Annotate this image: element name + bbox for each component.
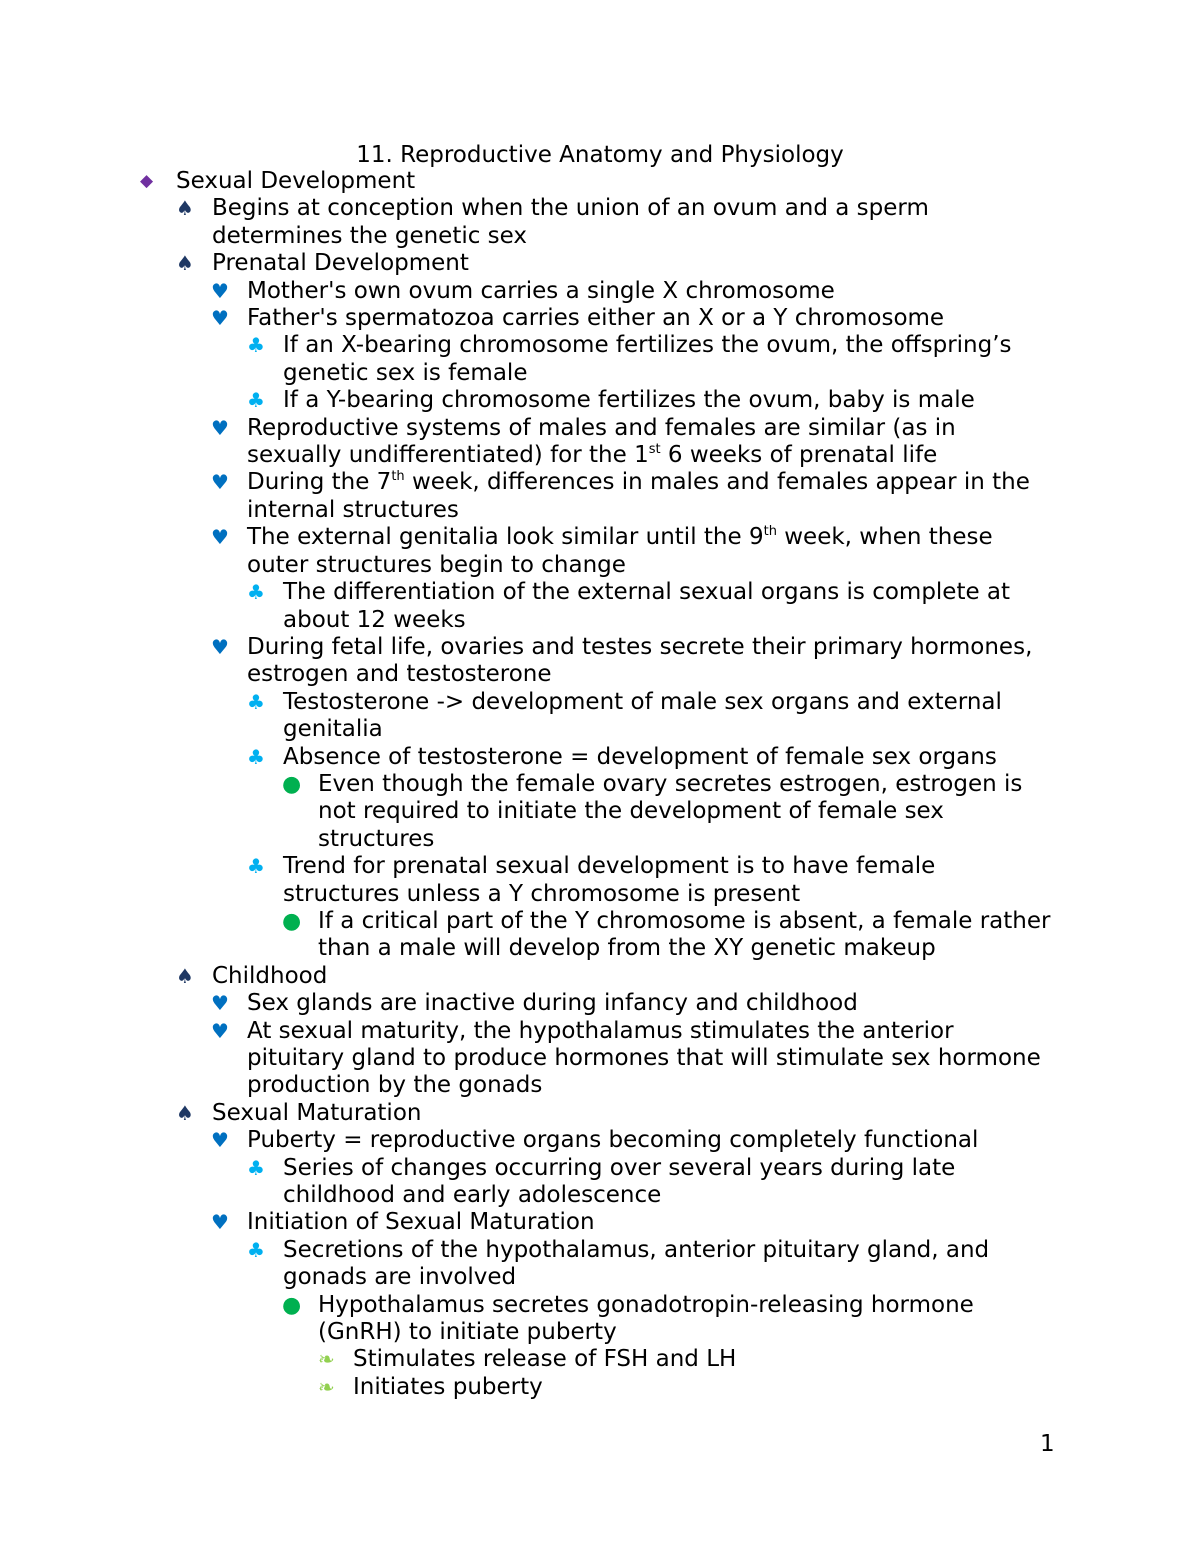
club-bullet-icon: ♣: [247, 744, 265, 769]
outline-item-label: If a Y-bearing chromosome fertilizes the ovum, baby is male: [283, 387, 975, 414]
outline-item-label: The differentiation of the external sexual organs is complete at about 12 weeks: [283, 579, 1011, 633]
outline-item-text: [318, 908, 1058, 963]
ordinal-superscript: st: [648, 442, 661, 458]
outline-item-label: Even though the female ovary secretes estrogen, estrogen is not required to initiate the development of female sex structures: [318, 770, 1023, 852]
heart-bullet-icon: ♥: [211, 1210, 229, 1235]
outline-item: [0, 195, 1057, 250]
outline-item-text: [212, 250, 1057, 277]
outline-item-label: The external genitalia look similar until the 9: [247, 524, 764, 551]
outline-item-label: During fetal life, ovaries and testes secrete their primary hormones, estrogen and testosterone: [247, 633, 1033, 688]
outline-item-text: [247, 634, 1057, 689]
outline-item-text: [283, 579, 1058, 634]
outline-item-label: Testosterone -> development of male sex organs and external genitalia: [283, 688, 1002, 743]
outline-item-text: [283, 1237, 1058, 1292]
outline-item-text: [283, 1155, 1058, 1210]
outline-item-label-continued: 6 weeks of prenatal life: [660, 442, 938, 469]
outline-item-label: Stimulates release of FSH and LH: [353, 1346, 737, 1373]
page-title: 11. Reproductive Anatomy and Physiology: [356, 142, 844, 168]
outline-item-label: If an X-bearing chromosome fertilizes the ovum, the offspring’s genetic sex is female: [283, 332, 1012, 386]
outline-item: [0, 168, 1056, 195]
outline-item: [0, 908, 1058, 963]
outline-item-text: [318, 771, 1058, 853]
outline-item-label: Secretions of the hypothalamus, anterior pituitary gland, and gonads are involved: [283, 1236, 990, 1291]
outline-item: [0, 853, 1058, 908]
club-bullet-icon: ♣: [247, 333, 265, 358]
outline-item: [0, 1127, 1057, 1154]
outline-item-label: Mother's own ovum carries a single X chromosome: [247, 277, 835, 304]
outline-item: [0, 689, 1058, 744]
outline-item-label: Puberty = reproductive organs becoming completely functional: [247, 1127, 979, 1154]
outline-item-text: [247, 524, 1057, 579]
outline-item: [0, 278, 1057, 305]
heart-bullet-icon: ♥: [211, 991, 229, 1016]
ordinal-superscript: th: [391, 469, 405, 485]
outline-item-text: [283, 689, 1058, 744]
outline-item-label: If a critical part of the Y chromosome is absent, a female rather than a male will develop from the XY genetic makeup: [318, 907, 1051, 962]
outline-item-text: [247, 1209, 1057, 1236]
outline-item-text: [283, 332, 1058, 387]
heart-bullet-icon: ♥: [211, 525, 229, 550]
outline-item-text: [212, 1100, 1057, 1127]
outline-item-text: [212, 195, 1057, 250]
club-bullet-icon: ♣: [247, 580, 265, 605]
outline-item-text: [247, 278, 1057, 305]
outline-item-label: Father's spermatozoa carries either an X or a Y chromosome: [247, 305, 945, 332]
outline-item-label: Childhood: [212, 962, 328, 989]
outline-item-label: Sexual Development: [176, 168, 416, 194]
outline-item-text: [283, 744, 1058, 771]
club-bullet-icon: ♣: [247, 1237, 265, 1262]
outline-item: [0, 415, 1057, 470]
dot-bullet-icon: ●: [282, 1292, 302, 1318]
spade-bullet-icon: ♠: [176, 1100, 194, 1125]
club-bullet-icon: ♣: [247, 854, 265, 879]
outline-item-label: Sex glands are inactive during infancy and childhood: [247, 990, 858, 1017]
heart-bullet-icon: ♥: [211, 278, 229, 303]
outline-item-text: [247, 415, 1057, 470]
outline-item-label: At sexual maturity, the hypothalamus stimulates the anterior pituitary gland to produce hormones that will stimulate sex hormone production by the gonads: [247, 1017, 1041, 1099]
outline-item: [0, 1237, 1058, 1292]
heart-bullet-icon: ♥: [211, 634, 229, 659]
outline-item-label: Series of changes occurring over several years during late childhood and early adolescence: [283, 1154, 956, 1209]
outline-item-label: Hypothalamus secretes gonadotropin-releasing hormone (GnRH) to initiate puberty: [318, 1291, 974, 1346]
outline-item: [0, 963, 1057, 990]
outline-list: [0, 168, 1200, 1401]
spade-bullet-icon: ♠: [176, 196, 194, 221]
outline-item-label: Initiation of Sexual Maturation: [247, 1209, 595, 1236]
leaf-bullet-icon: ❧: [318, 1347, 335, 1372]
outline-item-text: [247, 469, 1057, 524]
heart-bullet-icon: ♥: [211, 1128, 229, 1153]
outline-item: [0, 305, 1057, 332]
outline-item-label-continued: week, differences in males and females appear in the internal structures: [247, 469, 1030, 523]
spade-bullet-icon: ♠: [176, 251, 194, 276]
outline-item-label: Initiates puberty: [353, 1373, 543, 1400]
outline-item-text: [247, 990, 1057, 1017]
heart-bullet-icon: ♥: [211, 415, 229, 440]
outline-item-text: [353, 1374, 1053, 1401]
leaf-bullet-icon: ❧: [318, 1374, 335, 1399]
outline-item: [0, 524, 1057, 579]
diamond-bullet-icon: ◆: [140, 171, 154, 191]
spade-bullet-icon: ♠: [176, 963, 194, 988]
outline-item: [0, 332, 1058, 387]
outline-item: [0, 250, 1057, 277]
outline-item: [0, 579, 1058, 634]
outline-item-label: Reproductive systems of males and females are similar (as in sexually undifferentiated) for the 1: [247, 414, 956, 469]
outline-item: [0, 1100, 1057, 1127]
club-bullet-icon: ♣: [247, 689, 265, 714]
outline-item-text: [212, 963, 1057, 990]
outline-item: [0, 771, 1058, 853]
dot-bullet-icon: ●: [282, 771, 302, 797]
dot-bullet-icon: ●: [282, 908, 302, 934]
outline-item: [0, 1018, 1057, 1100]
outline-item-text: [247, 1127, 1057, 1154]
heart-bullet-icon: ♥: [211, 470, 229, 495]
outline-item: [0, 1155, 1058, 1210]
outline-item-text: [318, 1292, 1058, 1347]
outline-item: [0, 634, 1057, 689]
outline-item: [0, 1346, 1053, 1373]
outline-item: [0, 469, 1057, 524]
ordinal-superscript: th: [763, 524, 777, 540]
outline-item-label: Trend for prenatal sexual development is to have female structures unless a Y chromosome is present: [283, 853, 936, 907]
club-bullet-icon: ♣: [247, 388, 265, 413]
outline-item: [0, 1209, 1057, 1236]
outline-item-text: [283, 387, 1058, 414]
outline-item-text: [283, 853, 1058, 908]
outline-item: [0, 1374, 1053, 1401]
outline-item-label: Begins at conception when the union of an ovum and a sperm determines the genetic sex: [212, 195, 929, 249]
outline-item-label: Sexual Maturation: [212, 1099, 422, 1126]
outline-item-text: [176, 168, 1056, 195]
outline-item-label: Absence of testosterone = development of female sex organs: [283, 743, 997, 770]
outline-item: [0, 1292, 1058, 1347]
heart-bullet-icon: ♥: [211, 1018, 229, 1043]
outline-item: [0, 387, 1058, 414]
club-bullet-icon: ♣: [247, 1155, 265, 1180]
outline-item-text: [247, 305, 1057, 332]
outline-item-label-continued: week, when these outer structures begin to change: [247, 524, 993, 578]
outline-item-text: [247, 1018, 1057, 1100]
outline-item: [0, 990, 1057, 1017]
outline-item-text: [353, 1346, 1053, 1373]
heart-bullet-icon: ♥: [211, 306, 229, 331]
outline-item-label: During the 7: [247, 469, 392, 496]
outline-item-label: Prenatal Development: [212, 250, 469, 277]
page-number: 1: [1040, 1431, 1055, 1457]
outline-item: [0, 744, 1058, 771]
